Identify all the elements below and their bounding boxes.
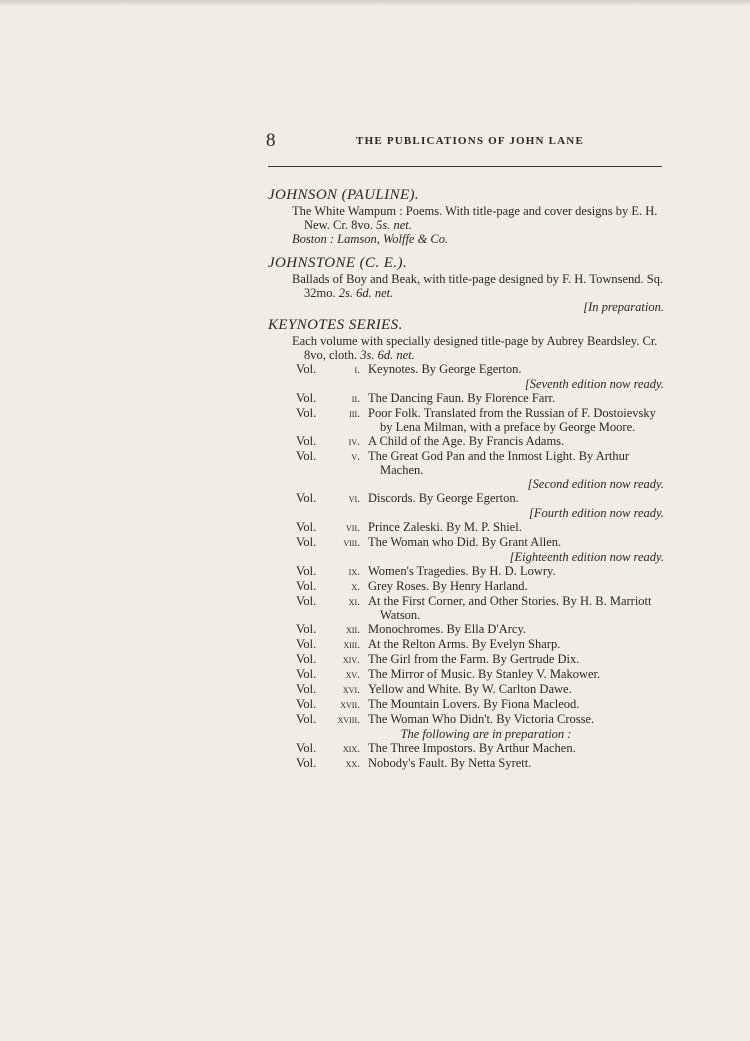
page-edge bbox=[0, 0, 750, 6]
volume-label: Vol. bbox=[296, 520, 317, 534]
volume-label: Vol. bbox=[296, 564, 317, 578]
volume-row bbox=[268, 622, 664, 637]
volume-title: Yellow and White. By W. Carlton Dawe. bbox=[368, 682, 572, 696]
volume-number: xviii. bbox=[337, 714, 360, 726]
volume-number: x. bbox=[351, 581, 360, 593]
volume-label: Vol. bbox=[296, 741, 317, 755]
volume-title: The Mountain Lovers. By Fiona Macleod. bbox=[368, 697, 580, 711]
volume-label: Vol. bbox=[296, 434, 317, 448]
header-rule bbox=[268, 166, 662, 167]
volume-row bbox=[268, 667, 664, 682]
entry-price: 5s. net. bbox=[376, 218, 412, 232]
volume-label: Vol. bbox=[296, 579, 317, 593]
volume-row bbox=[268, 406, 664, 434]
volume-number: ii. bbox=[351, 393, 360, 405]
volume-title: The Three Impostors. By Arthur Machen. bbox=[368, 741, 576, 755]
volume-label: Vol. bbox=[296, 697, 317, 711]
entry-price: 3s. 6d. net. bbox=[360, 348, 415, 362]
preparation-note: The following are in preparation : bbox=[400, 727, 572, 741]
page-number: 8 bbox=[266, 130, 276, 151]
volume-row bbox=[268, 449, 664, 477]
entry-description: The White Wampum : Poems. With title-page and cover designs by E. H. New. Cr. 8vo. bbox=[292, 204, 658, 232]
volume-label: Vol. bbox=[296, 362, 317, 376]
volume-number: xvi. bbox=[342, 684, 360, 696]
volume-row bbox=[268, 697, 664, 712]
volume-label: Vol. bbox=[296, 667, 317, 681]
entry-price: 2s. 6d. net. bbox=[338, 286, 394, 300]
volume-row bbox=[268, 564, 664, 579]
volume-label: Vol. bbox=[296, 535, 317, 549]
volume-title: The Dancing Faun. By Florence Farr. bbox=[368, 391, 556, 405]
volume-row bbox=[268, 579, 664, 594]
volume-label: Vol. bbox=[296, 491, 317, 505]
volume-row bbox=[268, 520, 664, 535]
catalogue-content bbox=[268, 186, 664, 771]
volume-row bbox=[268, 594, 664, 622]
volume-title: Grey Roses. By Henry Harland. bbox=[368, 579, 528, 593]
entry-heading-johnson: JOHNSON (PAULINE). bbox=[268, 187, 420, 203]
volume-label: Vol. bbox=[296, 449, 317, 463]
edition-note: [Fourth edition now ready. bbox=[529, 506, 664, 520]
volume-number: viii. bbox=[343, 537, 360, 549]
entry-heading-johnstone: JOHNSTONE (C. E.). bbox=[268, 255, 408, 271]
preparation-list bbox=[268, 741, 664, 771]
volume-number: iv. bbox=[348, 436, 360, 448]
volume-number: i. bbox=[354, 364, 360, 376]
volume-row bbox=[268, 391, 664, 406]
entry-imprint: Boston : Lamson, Wolffe & Co. bbox=[292, 232, 449, 246]
volume-row bbox=[268, 756, 664, 771]
volume-title: A Child of the Age. By Francis Adams. bbox=[368, 434, 565, 448]
edition-note: [Eighteenth edition now ready. bbox=[509, 550, 664, 564]
volume-number: xii. bbox=[346, 624, 360, 636]
volume-number: ix. bbox=[348, 566, 360, 578]
volume-title: Monochromes. By Ella D'Arcy. bbox=[368, 622, 527, 636]
volume-label: Vol. bbox=[296, 756, 317, 770]
volume-title: The Mirror of Music. By Stanley V. Makower. bbox=[368, 667, 601, 681]
volume-title: Women's Tragedies. By H. D. Lowry. bbox=[368, 564, 556, 578]
volume-row bbox=[268, 712, 664, 727]
volume-title: At the First Corner, and Other Stories. By H. B. Marriott Watson. bbox=[368, 594, 652, 622]
volume-label: Vol. bbox=[296, 594, 317, 608]
volume-number: xi. bbox=[348, 596, 360, 608]
entry-description: Each volume with specially designed title-page by Aubrey Beardsley. Cr. 8vo, cloth. bbox=[292, 334, 658, 362]
volume-title: The Great God Pan and the Inmost Light. By Arthur Machen. bbox=[368, 449, 630, 477]
entry-text-johnson bbox=[268, 204, 664, 232]
volume-label: Vol. bbox=[296, 406, 317, 420]
volume-number: iii. bbox=[349, 408, 360, 420]
volume-row bbox=[268, 741, 664, 756]
volume-label: Vol. bbox=[296, 637, 317, 651]
edition-note: [Second edition now ready. bbox=[527, 477, 664, 491]
volume-number: vii. bbox=[346, 522, 360, 534]
volume-row bbox=[268, 682, 664, 697]
volume-number: xiii. bbox=[343, 639, 360, 651]
volume-title: Discords. By George Egerton. bbox=[368, 491, 519, 505]
volume-row bbox=[268, 362, 664, 377]
entry-text-keynotes bbox=[268, 334, 664, 362]
volume-list bbox=[268, 362, 664, 727]
volume-number: xvii. bbox=[340, 699, 360, 711]
volume-row bbox=[268, 535, 664, 550]
volume-title: Keynotes. By George Egerton. bbox=[368, 362, 522, 376]
running-title: THE PUBLICATIONS OF JOHN LANE bbox=[356, 135, 584, 147]
volume-number: v. bbox=[351, 451, 360, 463]
volume-label: Vol. bbox=[296, 391, 317, 405]
volume-row bbox=[268, 637, 664, 652]
volume-title: Poor Folk. Translated from the Russian of F. Dostoievsky by Lena Milman, with a preface by George Moore. bbox=[368, 406, 656, 434]
volume-title: Prince Zaleski. By M. P. Shiel. bbox=[368, 520, 522, 534]
volume-label: Vol. bbox=[296, 652, 317, 666]
volume-title: At the Relton Arms. By Evelyn Sharp. bbox=[368, 637, 561, 651]
volume-label: Vol. bbox=[296, 622, 317, 636]
entry-description: Ballads of Boy and Beak, with title-page designed by F. H. Townsend. Sq. 32mo. bbox=[292, 272, 664, 300]
volume-row bbox=[268, 652, 664, 667]
volume-label: Vol. bbox=[296, 712, 317, 726]
volume-number: vi. bbox=[348, 493, 360, 505]
volume-number: xiv. bbox=[342, 654, 360, 666]
volume-number: xv. bbox=[345, 669, 360, 681]
volume-number: xx. bbox=[345, 758, 360, 770]
volume-title: The Woman who Did. By Grant Allen. bbox=[368, 535, 562, 549]
volume-label: Vol. bbox=[296, 682, 317, 696]
entry-heading-keynotes: KEYNOTES SERIES. bbox=[268, 317, 403, 333]
volume-row bbox=[268, 491, 664, 506]
volume-row bbox=[268, 434, 664, 449]
edition-note: [Seventh edition now ready. bbox=[524, 377, 664, 391]
volume-number: xix. bbox=[342, 743, 360, 755]
entry-note: [In preparation. bbox=[583, 300, 664, 314]
volume-title: The Girl from the Farm. By Gertrude Dix. bbox=[368, 652, 580, 666]
volume-title: Nobody's Fault. By Netta Syrett. bbox=[368, 756, 532, 770]
volume-title: The Woman Who Didn't. By Victoria Crosse. bbox=[368, 712, 595, 726]
page-header bbox=[266, 130, 662, 152]
entry-text-johnstone bbox=[268, 272, 664, 300]
